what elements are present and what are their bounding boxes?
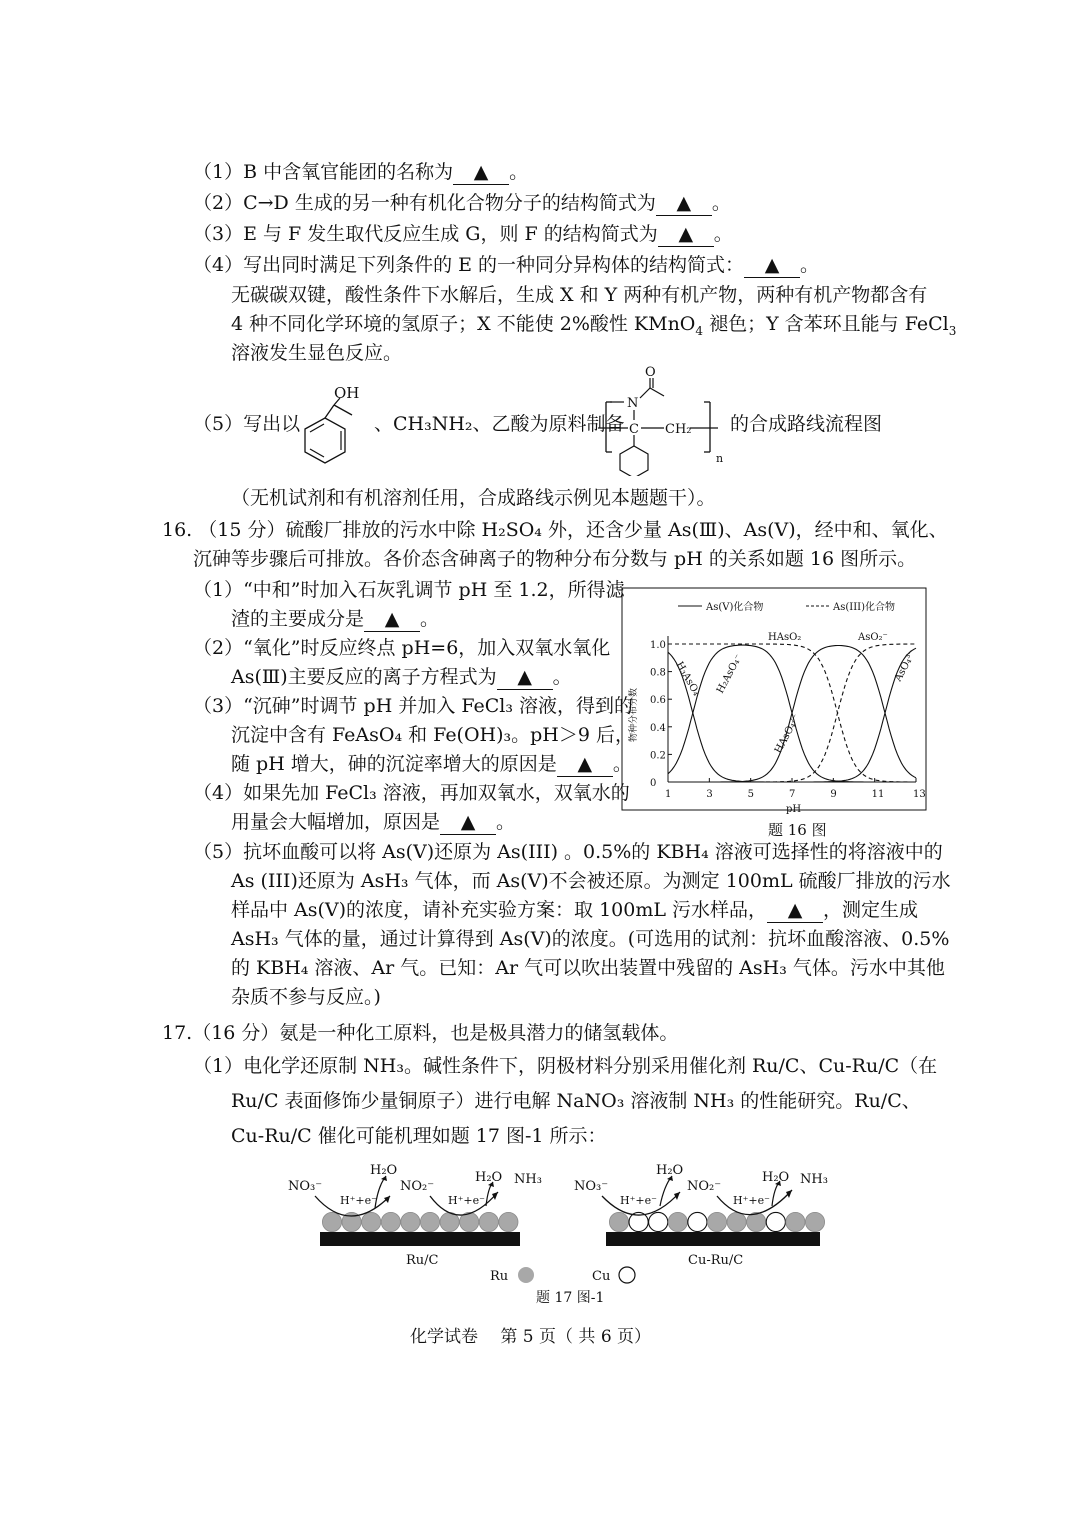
answer-blank[interactable]: ▲ [744, 253, 800, 278]
series-label: H₂AsO₄⁻ [714, 652, 745, 696]
ru-atom [362, 1212, 381, 1231]
y-tick-label: 0.6 [650, 695, 666, 707]
legend-cu-label: Cu [592, 1269, 611, 1284]
q15-part4-condition-2: 4 种不同化学环境的氢原子；X 不能使 2%酸性 KMnO$_4$ 褪色；Y 含苯环且能与 FeCl$_3$ [231, 313, 957, 338]
ru-atom [609, 1212, 628, 1231]
cu-atom [688, 1212, 707, 1231]
q15-part4-condition-3: 溶液发生显色反应。 [231, 342, 403, 364]
proton-electron-label: H⁺+e⁻ [340, 1194, 377, 1207]
x-tick-label: 5 [747, 789, 755, 800]
x-axis-label: pH [786, 804, 802, 815]
answer-blank[interactable]: ▲ [767, 898, 823, 923]
ch2-label: CH₂ [665, 422, 692, 437]
legend-ru-label: Ru [490, 1269, 509, 1284]
ru-atom [786, 1212, 805, 1231]
carbon-label: C [629, 422, 639, 437]
q15-part4: （4）写出同时满足下列条件的 E 的一种同分异构体的结构简式： ▲ 。 [193, 254, 820, 276]
series-label: HAsO₄²⁻ [772, 712, 803, 756]
nitrate-label: NO₃⁻ [288, 1179, 323, 1194]
cu-ru-c-label: Cu-Ru/C [688, 1253, 744, 1268]
ammonia-label: NH₃ [514, 1172, 542, 1187]
oxygen-label: O [645, 366, 656, 380]
ru-atom [479, 1212, 498, 1231]
y-tick-label: 1.0 [650, 640, 666, 651]
page-footer: 化学试卷 第 5 页（ 共 6 页） [410, 1327, 652, 1347]
y-tick-label: 0.8 [650, 667, 666, 679]
legend-cu-circle [619, 1267, 635, 1283]
ru-atom [707, 1212, 726, 1231]
water-label: H₂O [475, 1170, 503, 1185]
proton-electron-label: H⁺+e⁻ [448, 1194, 485, 1207]
q16-part4-b: 用量会大幅增加，原因是 ▲ 。 [231, 811, 516, 833]
cu-atom [766, 1212, 785, 1231]
y-tick-label: 0 [650, 778, 657, 789]
q17-part1-b: Ru/C 表面修饰少量铜原子）进行电解 NaNO₃ 溶液制 NH₃ 的性能研究。Ru/C、 [231, 1090, 921, 1112]
answer-blank[interactable]: ▲ [364, 607, 420, 632]
water-label: H₂O [656, 1163, 684, 1178]
q17-part1-a: （1）电化学还原制 NH₃。碱性条件下，阴极材料分别采用催化剂 Ru/C、Cu-Ru/C（在 [193, 1055, 938, 1077]
legend-entry: As(V)化合物 [706, 602, 764, 613]
cu-ru-c-panel [574, 1163, 828, 1268]
legend-entry: As(III)化合物 [833, 602, 896, 613]
q16-part2-b: As(Ⅲ)主要反应的离子方程式为 ▲ 。 [231, 666, 572, 688]
series-label: AsO₄³⁻ [892, 648, 919, 684]
catalyst-mechanism-figure [280, 1156, 840, 1306]
q15-part5-note: （无机试剂和有机溶剂任用，合成路线示例见本题题干）。 [231, 487, 716, 509]
q16-part5-d: AsH₃ 气体的量，通过计算得到 As(V)的浓度。(可选用的试剂：抗坏血酸溶液、0.5% [231, 928, 950, 950]
x-tick-label: 3 [706, 789, 713, 800]
species-distribution-chart [620, 586, 930, 816]
q16-part3-b: 沉淀中含有 FeAsO₄ 和 Fe(OH)₃。pH＞9 后， [231, 724, 635, 746]
oh-label: OH [334, 384, 360, 402]
q15-part1: （1）B 中含氧官能团的名称为 ▲ 。 [193, 161, 529, 183]
y-tick-label: 0.2 [650, 750, 666, 762]
nitrite-label: NO₂⁻ [400, 1179, 435, 1194]
legend-ru-circle [518, 1267, 534, 1283]
answer-blank[interactable]: ▲ [656, 191, 712, 216]
answer-blank[interactable]: ▲ [440, 810, 496, 835]
answer-blank[interactable]: ▲ [453, 160, 509, 185]
q17-part1-c: Cu-Ru/C 催化可能机理如题 17 图-1 所示： [231, 1125, 607, 1147]
ru-atom [401, 1212, 420, 1231]
answer-blank[interactable]: ▲ [557, 752, 613, 777]
q16-part1-a: （1）“中和”时加入石灰乳调节 pH 至 1.2，所得滤 [193, 579, 625, 601]
q16-part1-b: 渣的主要成分是 ▲ 。 [231, 608, 440, 630]
q16-heading-2: 沉砷等步骤后可排放。各价态含砷离子的物种分布分数与 pH 的关系如题 16 图所示。 [193, 548, 917, 570]
ru-atom [499, 1212, 518, 1231]
ru-atom [727, 1212, 746, 1231]
x-tick-label: 13 [913, 789, 926, 800]
q15-part5-tail: 的合成路线流程图 [730, 413, 883, 435]
phenylethanol-structure [282, 383, 372, 473]
ru-atom [668, 1212, 687, 1231]
nitrite-label: NO₂⁻ [687, 1179, 722, 1194]
ru-atom [381, 1212, 400, 1231]
x-tick-label: 7 [789, 789, 796, 800]
q16-part3-c: 随 pH 增大，砷的沉淀率增大的原因是 ▲ 。 [231, 753, 632, 775]
cu-atom [649, 1212, 668, 1231]
q16-part5-c: 样品中 As(V)的浓度，请补充实验方案：取 100mL 污水样品， ▲ ，测定生成 [231, 899, 919, 921]
y-axis-label: 物种分布分数 [629, 687, 639, 742]
polymer-structure [598, 366, 728, 476]
nitrate-label: NO₃⁻ [574, 1179, 609, 1194]
ru-atom [420, 1212, 439, 1231]
q15-part5-middle: 、CH₃NH₂、乙酸为原料制备 [374, 413, 625, 435]
q16-part5-e: 的 KBH₄ 溶液、Ar 气。已知：Ar 气可以吹出装置中残留的 AsH₃ 气体。污水中其他 [231, 957, 945, 979]
q16-part3-a: （3）“沉砷”时调节 pH 并加入 FeCl₃ 溶液，得到的 [193, 695, 634, 717]
q16-part5-b: As (III)还原为 AsH₃ 气体，而 As(V)不会被还原。为测定 100mL 硫酸厂排放的污水 [231, 870, 951, 892]
series-label: HAsO₂ [768, 632, 802, 643]
repeat-n-label: n [716, 452, 724, 465]
ru-c-panel [288, 1163, 542, 1268]
ru-c-label: Ru/C [406, 1253, 439, 1268]
q16-part5-f: 杂质不参与反应。) [231, 986, 381, 1008]
q16-part4-a: （4）如果先加 FeCl₃ 溶液，再加双氧水，双氧水的 [193, 782, 630, 804]
q15-part4-condition-1: 无碳碳双键，酸性条件下水解后，生成 X 和 Y 两种有机产物，两种有机产物都含有 [231, 284, 928, 306]
answer-blank[interactable]: ▲ [658, 222, 714, 247]
q16-part2-a: （2）“氧化”时反应终点 pH=6，加入双氧水氧化 [193, 637, 611, 659]
ru-atom [322, 1212, 341, 1231]
x-tick-label: 11 [871, 789, 885, 800]
proton-electron-label: H⁺+e⁻ [620, 1194, 657, 1207]
proton-electron-label: H⁺+e⁻ [733, 1194, 770, 1207]
chart16-caption: 题 16 图 [768, 821, 827, 839]
q16-heading-1: 16. （15 分）硫酸厂排放的污水中除 H₂SO₄ 外，还含少量 As(Ⅲ)、As(Ⅴ)，经中和、氧化、 [162, 519, 948, 541]
water-label: H₂O [370, 1163, 398, 1178]
series-label: AsO₂⁻ [858, 632, 888, 643]
q17-heading: 17.（16 分）氨是一种化工原料，也是极具潜力的储氢载体。 [162, 1022, 679, 1044]
y-tick-label: 0.4 [650, 722, 666, 734]
q15-part5-lead: （5）写出以 [193, 413, 301, 435]
q16-part5-a: （5）抗坏血酸可以将 As(V)还原为 As(III) 。0.5%的 KBH₄ 溶液可选择性的将溶液中的 [193, 841, 943, 863]
q15-part2: （2）C→D 生成的另一种有机化合物分子的结构简式为 ▲ 。 [193, 192, 731, 214]
ru-atom [747, 1212, 766, 1231]
ru-atom [805, 1212, 824, 1231]
x-tick-label: 1 [665, 789, 672, 800]
nitrogen-label: N [627, 396, 639, 411]
water-label: H₂O [762, 1170, 790, 1185]
q15-part3: （3）E 与 F 发生取代反应生成 G，则 F 的结构简式为 ▲ 。 [193, 223, 733, 245]
x-tick-label: 9 [830, 789, 837, 800]
answer-blank[interactable]: ▲ [497, 665, 553, 690]
ammonia-label: NH₃ [800, 1172, 828, 1187]
series-label: H₃AsO₄ [673, 660, 702, 698]
figure17-caption: 题 17 图-1 [536, 1290, 605, 1306]
